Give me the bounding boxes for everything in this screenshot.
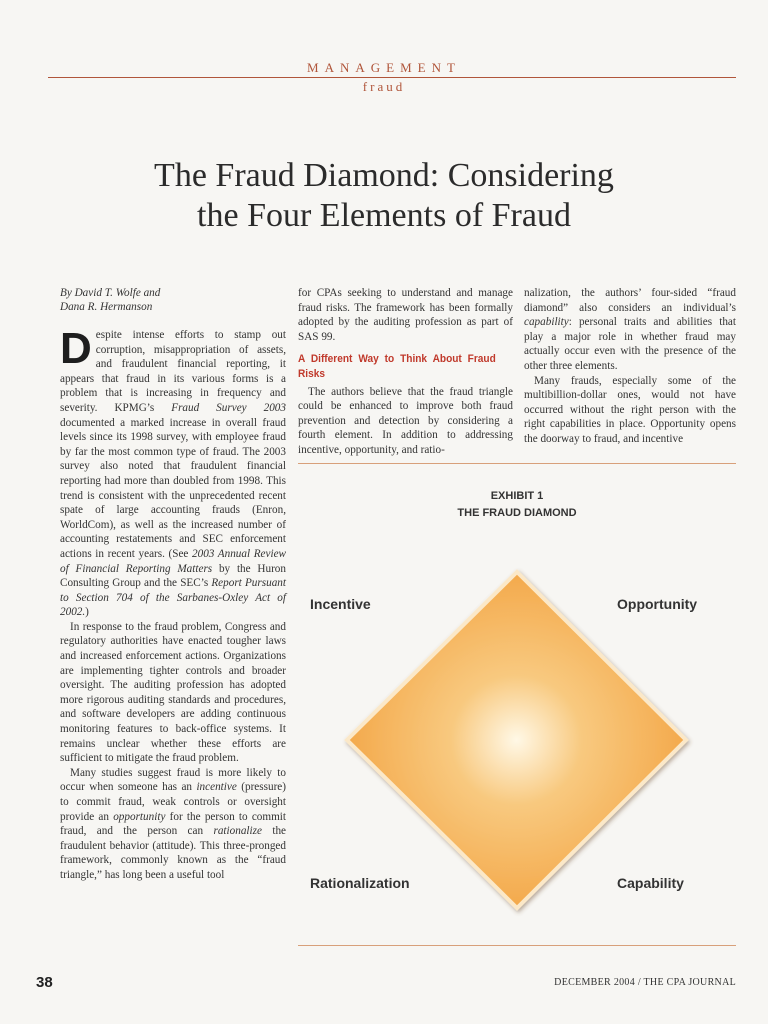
- p3-text-c: for the person to commit fraud, and the person can: [60, 810, 287, 838]
- section-subhead: A Different Way to Think About Fraud Risks: [298, 353, 496, 380]
- p1-text-b: documented a marked increase in overall fraud levels since its 1998 survey, with employee fraud by far the most common type of fraud. The 2003 survey also noted that fraudulent financial reporting had more than doubled from 1998. This trend is consistent with the unprecedented recent spate of large accounting frauds (Enron, WorldCom), as well as the increased number of accounting restatements and SEC enforcement actions in recent years. (See: [60, 416, 286, 560]
- p3-text-a: Many studies suggest fraud is more likely to occur when someone has an: [60, 766, 286, 794]
- p1-emphasis-3: Report Pursuant to Section 704 of the Sarbanes-Oxley Act of 2002.: [60, 577, 286, 619]
- paragraph-1: [60, 324, 286, 620]
- paragraph-3: [60, 766, 286, 883]
- p1-emphasis-1: Fraud Survey 2003: [171, 401, 286, 414]
- column-1: [60, 286, 286, 883]
- col3-emphasis: capability: [524, 316, 569, 329]
- p1-text-c: by the Huron Consulting Group and the SEC’s: [60, 562, 286, 590]
- page-number: 38: [36, 974, 53, 991]
- exhibit-number: EXHIBIT 1: [490, 490, 544, 502]
- exhibit-rule-bottom: [298, 945, 736, 946]
- fraud-diamond-graphic: [298, 560, 736, 920]
- p1-text-a: espite intense efforts to stamp out corruption, misappropriation of assets, and fraudulent financial reporting, it appears that fraud in its various forms is a problem that is increasing in frequency and severity. KPMG’s: [60, 329, 286, 414]
- p3-text-d: the fraudulent behavior (attitude). This three-pronged framework, commonly known as the “fraud triangle,” has long been a useful tool: [60, 825, 286, 881]
- diamond-shape: [347, 572, 686, 908]
- column-3: [524, 286, 736, 447]
- exhibit-title: THE FRAUD DIAMOND: [457, 507, 577, 519]
- article-title: [0, 156, 768, 236]
- title-line-1: The Fraud Diamond: Considering: [154, 157, 614, 194]
- issue-footer: DECEMBER 2004 / THE CPA JOURNAL: [554, 977, 736, 988]
- column-2: [298, 286, 513, 458]
- col3-paragraph-1: [524, 286, 736, 374]
- p3-text-b: (pressure) to commit fraud, weak controls or oversight provide an: [60, 781, 286, 823]
- p1-emphasis-2: 2003 Annual Review of Financial Reporting Matters: [60, 547, 286, 575]
- p3-emphasis-3: rationalize: [213, 825, 262, 838]
- paragraph-2: In response to the fraud problem, Congress and regulatory authorities have enacted tougher laws and increased enforcement actions. Organizations are implementing tighter controls and broader oversight. The auditing profession has adopted more rigorous auditing standards and procedures, and software developers are adding continuous monitoring features to back-office systems. It remains unclear whether these efforts are sufficient to mitigate the fraud problem.: [60, 620, 286, 765]
- col3-text-a: nalization, the authors’ four-sided “fraud diamond” also considers an individual’s: [524, 287, 736, 314]
- diamond-label-opportunity: Opportunity: [617, 596, 698, 612]
- exhibit-rule-top: [298, 463, 736, 464]
- drop-cap: D: [60, 324, 92, 373]
- byline-line-2: Dana R. Hermanson: [60, 301, 153, 313]
- diamond-label-capability: Capability: [617, 875, 684, 891]
- p3-emphasis-1: incentive: [196, 781, 237, 794]
- col2-paragraph-1: for CPAs seeking to understand and manage fraud risks. The framework has been formally adopted by the auditing profession as part of SAS 99.: [298, 287, 513, 343]
- col3-paragraph-2: Many frauds, especially some of the multibillion-dollar ones, would not have occurred without the right person with the right capabilities in place. Opportunity opens the doorway to fraud, and incentive: [524, 374, 736, 445]
- col3-text-b: : personal traits and abilities that play a major role in whether fraud may actually occur even with the presence of the other three elements.: [524, 316, 736, 372]
- byline: [60, 286, 286, 314]
- col2-paragraph-2: The authors believe that the fraud triangle could be enhanced to improve both fraud prevention and detection by considering a fourth element. In addition to addressing incentive, opportunity, and ratio-: [298, 385, 513, 456]
- subsection-label: fraud: [362, 79, 406, 94]
- byline-line-1: By David T. Wolfe and: [60, 287, 161, 299]
- title-line-2: the Four Elements of Fraud: [197, 197, 571, 234]
- header-rule: [48, 77, 736, 78]
- diamond-label-rationalization: Rationalization: [310, 875, 410, 891]
- p3-emphasis-2: opportunity: [113, 810, 166, 823]
- diamond-label-incentive: Incentive: [310, 596, 371, 612]
- section-label: MANAGEMENT: [307, 60, 461, 75]
- p1-text-d: ): [85, 606, 89, 619]
